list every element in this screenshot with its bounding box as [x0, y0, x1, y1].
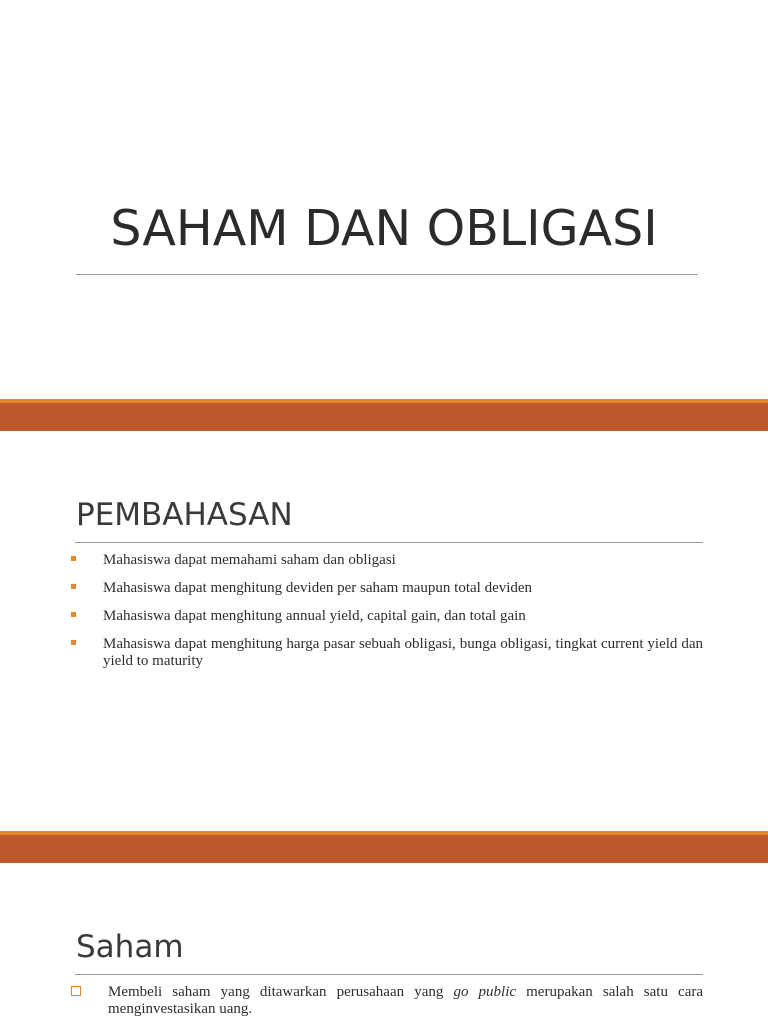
band-main-stripe	[0, 403, 768, 431]
square-bullet-icon	[71, 640, 76, 645]
slide-heading: Saham	[76, 929, 184, 965]
bullet-list	[75, 552, 703, 681]
slide-heading: PEMBAHASAN	[76, 497, 293, 533]
list-item	[75, 580, 703, 597]
list-item-text-after: merupakan salah satu cara menginvestasikan uang.	[108, 984, 704, 1017]
hollow-square-bullet-icon	[71, 986, 81, 996]
list-item-text-before: Membeli saham yang ditawarkan perusahaan yang	[108, 984, 454, 1000]
square-bullet-icon	[71, 612, 76, 617]
list-item	[75, 636, 703, 670]
slide-separator-band	[0, 831, 768, 863]
square-bullet-icon	[71, 584, 76, 589]
slide-saham	[0, 863, 768, 1024]
slide-pembahasan	[0, 431, 768, 831]
list-item	[75, 608, 703, 625]
heading-divider	[75, 542, 703, 543]
list-item-text: Mahasiswa dapat memahami saham dan obligasi	[103, 552, 396, 568]
slide-title	[0, 0, 768, 399]
heading-divider	[75, 974, 703, 975]
band-main-stripe	[0, 835, 768, 863]
list-item-text: Mahasiswa dapat menghitung deviden per saham maupun total deviden	[103, 580, 533, 596]
bullet-list	[75, 984, 703, 1029]
list-item	[75, 552, 703, 569]
list-item	[75, 984, 703, 1018]
title-divider	[76, 274, 698, 275]
list-item-text: Mahasiswa dapat menghitung harga pasar sebuah obligasi, bunga obligasi, tingkat current yield dan yield to maturity	[103, 636, 703, 669]
slide-separator-band	[0, 399, 768, 431]
square-bullet-icon	[71, 556, 76, 561]
list-item-text-italic: go public	[453, 984, 517, 1000]
list-item-text: Mahasiswa dapat menghitung annual yield, capital gain, dan total gain	[103, 608, 526, 624]
slide-title-heading: SAHAM DAN OBLIGASI	[110, 200, 658, 257]
